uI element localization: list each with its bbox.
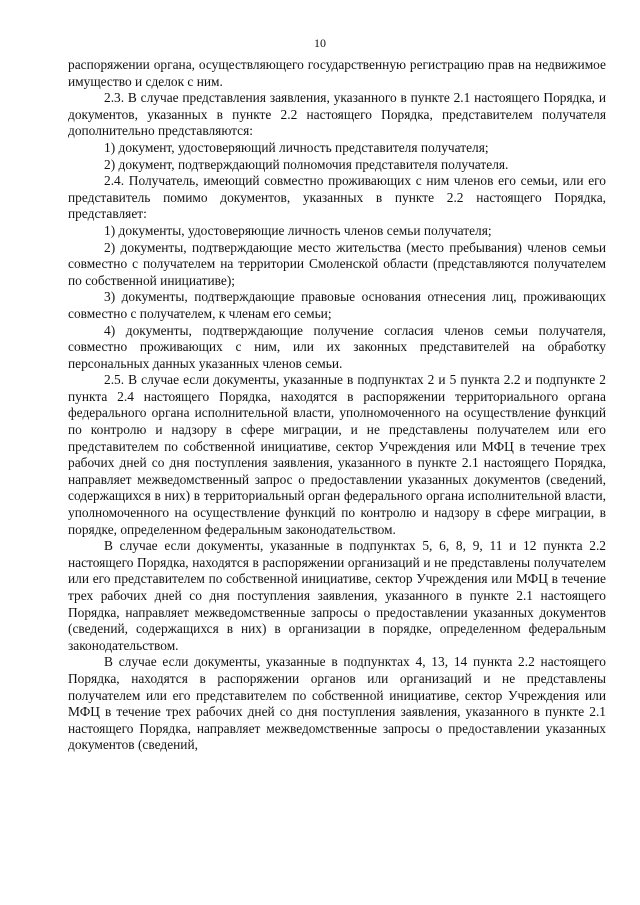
paragraph-2-4-item-1: 1) документы, удостоверяющие личность членов семьи получателя; <box>104 222 492 238</box>
paragraph-continuation: распоряжении органа, осуществляющего государственную регистрацию прав на недвижимое имущество и сделок с ним. <box>68 57 606 89</box>
paragraph-2-4-item-2: 2) документы, подтверждающие место жительства (место пребывания) членов семьи совместно с получателем на территории Смоленской области (представляются получателем по собственной инициативе); <box>68 239 606 288</box>
paragraph-2-3-item-2: 2) документ, подтверждающий полномочия представителя получателя. <box>104 156 509 172</box>
paragraph-2-4-item-4: 4) документы, подтверждающие получение согласия членов семьи получателя, совместно проживающих с ним, или их законных представителей на обработку персональных данных указанных членов семьи. <box>68 322 606 371</box>
paragraph-2-4: 2.4. Получатель, имеющий совместно проживающих с ним членов его семьи, или его представитель помимо документов, указанных в пункте 2.2 настоящего Порядка, представляет: <box>68 173 606 222</box>
paragraph-2-3: 2.3. В случае представления заявления, указанного в пункте 2.1 настоящего Порядка, и документов, указанных в пункте 2.2 настоящего Порядка, представителем получателя дополнительно представляются: <box>68 90 606 139</box>
page-number: 10 <box>314 36 326 50</box>
paragraph-2-5-part-2: В случае если документы, указанные в подпунктах 5, 6, 8, 9, 11 и 12 пункта 2.2 настоящего Порядка, находятся в распоряжении организаций и не представлены получателем или его представителем по собственной инициативе, сектор Учреждения или МФЦ в течение трех рабочих дней со дня поступления заявления, указанного в пункте 2.1 настоящего Порядка, направляет межведомственные запросы о предоставлении указанных документов (сведений, содержащихся в них) в организации в порядке, определенном федеральным законодательством. <box>68 538 606 653</box>
paragraph-2-5: 2.5. В случае если документы, указанные в подпунктах 2 и 5 пункта 2.2 и подпункте 2 пункта 2.4 настоящего Порядка, находятся в распоряжении территориального органа федерального органа исполнительной власти, уполномоченного на осуществление функций по контролю и надзору в сфере миграции, и не представлены получателем или его представителем по собственной инициативе, сектор Учреждения или МФЦ в течение трех рабочих дней со дня поступления заявления, указанного в пункте 2.1 настоящего Порядка, направляет межведомственный запрос о предоставлении указанных документов (сведений, содержащихся в них) в территориальный орган федерального органа исполнительной власти, уполномоченного на осуществление функций по контролю и надзору в сфере миграции, в порядке, определенном федеральным законодательством. <box>68 372 606 537</box>
paragraph-2-3-item-1: 1) документ, удостоверяющий личность представителя получателя; <box>104 139 489 155</box>
paragraph-2-5-part-3: В случае если документы, указанные в подпунктах 4, 13, 14 пункта 2.2 настоящего Порядка, находятся в распоряжении органов или организаций и не представлены получателем или его представителем по собственной инициативе, сектор Учреждения или МФЦ в течение трех рабочих дней со дня поступления заявления, указанного в пункте 2.1 настоящего Порядка, направляет межведомственные запросы о предоставлении указанных документов (сведений, <box>68 654 606 753</box>
paragraph-2-4-item-3: 3) документы, подтверждающие правовые основания отнесения лиц, проживающих совместно с получателем, к членам его семьи; <box>68 289 606 321</box>
document-body <box>68 57 606 754</box>
